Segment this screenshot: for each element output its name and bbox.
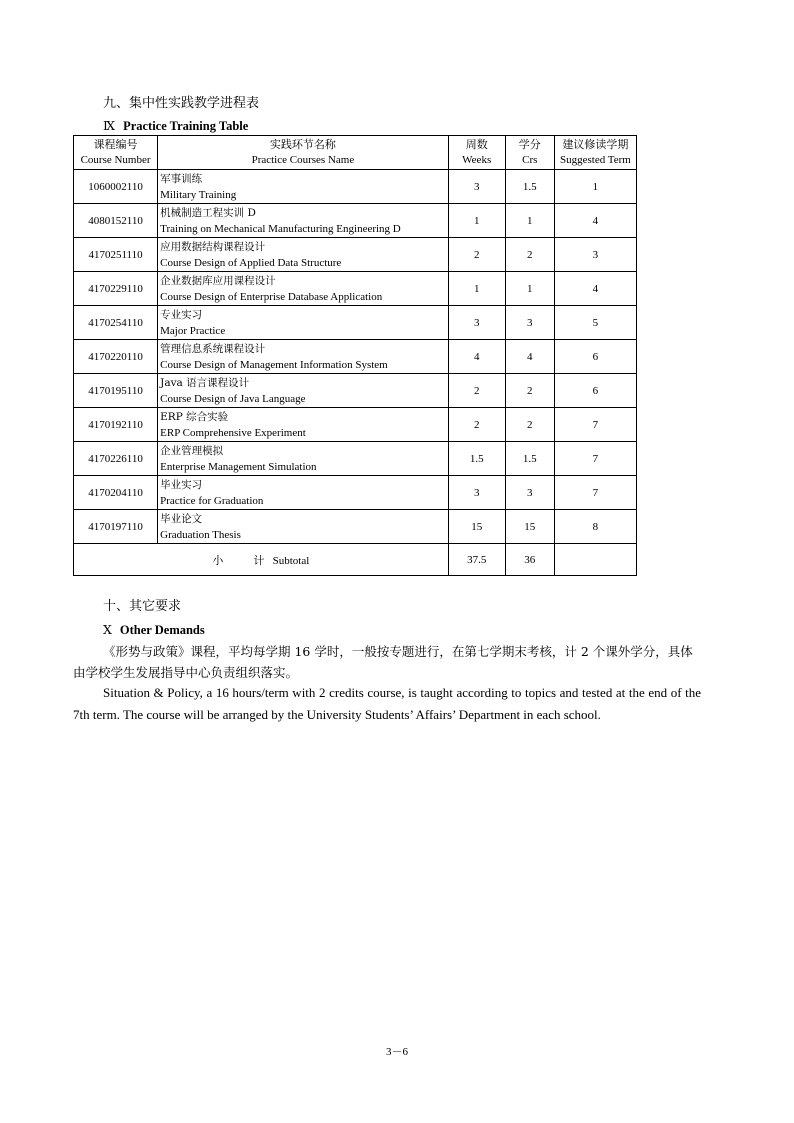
term-cell: 5 xyxy=(554,306,636,340)
table-row xyxy=(74,510,637,544)
weeks-cell: 1 xyxy=(448,272,505,306)
section-10-title-en-text: Other Demands xyxy=(119,623,205,637)
credits-cell: 2 xyxy=(505,238,554,272)
course-number-cell: 4080152110 xyxy=(74,204,158,238)
section-10-numeral: Ⅹ xyxy=(103,622,112,637)
section-10-title-en xyxy=(103,622,205,638)
header-course-number xyxy=(74,136,158,170)
course-number-cell: 4170192110 xyxy=(74,408,158,442)
header-course-name xyxy=(158,136,449,170)
course-name-en: Training on Mechanical Manufacturing Engineering D xyxy=(160,222,401,235)
section-9-title-en-text: Practice Training Table xyxy=(123,119,249,133)
header-suggested-term xyxy=(554,136,636,170)
course-name-cn: 毕业论文 xyxy=(160,512,203,525)
page-number: 3－6 xyxy=(386,1046,408,1058)
course-name-cn: 管理信息系统课程设计 xyxy=(160,342,266,355)
weeks-cell: 1 xyxy=(448,204,505,238)
subtotal-term-cell xyxy=(554,544,636,576)
weeks-cell: 2 xyxy=(448,374,505,408)
course-number-cell: 4170195110 xyxy=(74,374,158,408)
course-name-cn: 毕业实习 xyxy=(160,478,203,491)
course-name-cell xyxy=(158,442,449,476)
weeks-cell: 1.5 xyxy=(448,442,505,476)
header-en: Practice Courses Name xyxy=(251,153,355,166)
course-name-cn: Java 语言课程设计 xyxy=(160,376,250,389)
course-name-en: ERP Comprehensive Experiment xyxy=(160,426,306,439)
course-name-cell xyxy=(158,340,449,374)
course-name-cn: 军事训练 xyxy=(160,172,203,185)
term-cell: 6 xyxy=(554,340,636,374)
section-9-title-en xyxy=(103,118,248,134)
course-name-cell xyxy=(158,204,449,238)
weeks-cell: 3 xyxy=(448,306,505,340)
course-name-cn: 企业管理模拟 xyxy=(160,444,224,457)
course-name-en: Course Design of Java Language xyxy=(160,392,306,405)
table-row xyxy=(74,374,637,408)
subtotal-row xyxy=(74,544,637,576)
term-cell: 8 xyxy=(554,510,636,544)
course-name-cell xyxy=(158,510,449,544)
header-cn: 实践环节名称 xyxy=(269,138,336,151)
course-number-cell: 4170226110 xyxy=(74,442,158,476)
practice-training-table xyxy=(73,135,637,576)
table-row xyxy=(74,238,637,272)
table-row xyxy=(74,408,637,442)
course-number-cell: 4170197110 xyxy=(74,510,158,544)
header-weeks xyxy=(448,136,505,170)
course-name-cn: ERP 综合实验 xyxy=(160,410,229,423)
credits-cell: 2 xyxy=(505,408,554,442)
course-number-cell: 4170229110 xyxy=(74,272,158,306)
subtotal-label-cn-1: 小 xyxy=(212,554,224,567)
subtotal-weeks-cell: 37.5 xyxy=(448,544,505,576)
subtotal-credits-cell: 36 xyxy=(505,544,554,576)
course-number-cell: 4170254110 xyxy=(74,306,158,340)
credits-cell: 2 xyxy=(505,374,554,408)
course-name-en: Major Practice xyxy=(160,324,226,337)
course-name-en: Practice for Graduation xyxy=(160,494,264,507)
header-en: Weeks xyxy=(462,153,492,166)
weeks-cell: 2 xyxy=(448,238,505,272)
subtotal-label-cell xyxy=(74,544,449,576)
course-name-en: Graduation Thesis xyxy=(160,528,241,541)
header-en: Course Number xyxy=(80,153,151,166)
credits-cell: 1.5 xyxy=(505,170,554,204)
other-demands-paragraph-cn: 《形势与政策》课程，平均每学期 16 学时，一般按专题进行，在第七学期末考核，计 2 个课外学分，具体由学校学生发展指导中心负责组织落实。 xyxy=(73,644,693,680)
credits-cell: 3 xyxy=(505,306,554,340)
credits-cell: 15 xyxy=(505,510,554,544)
course-number-cell: 4170204110 xyxy=(74,476,158,510)
course-name-en: Course Design of Management Information System xyxy=(160,358,388,371)
course-number-cell: 4170220110 xyxy=(74,340,158,374)
credits-cell: 4 xyxy=(505,340,554,374)
header-en: Suggested Term xyxy=(560,153,631,166)
header-cn: 学分 xyxy=(518,138,541,151)
header-cn: 课程编号 xyxy=(93,138,138,151)
credits-cell: 1 xyxy=(505,204,554,238)
credits-cell: 1.5 xyxy=(505,442,554,476)
course-name-cn: 机械制造工程实训 D xyxy=(160,206,256,219)
header-credits xyxy=(505,136,554,170)
table-header-row xyxy=(74,136,637,170)
course-name-cell xyxy=(158,170,449,204)
course-number-cell: 1060002110 xyxy=(74,170,158,204)
table-row xyxy=(74,170,637,204)
course-name-cn: 应用数据结构课程设计 xyxy=(160,240,266,253)
other-demands-paragraph-en: Situation & Policy, a 16 hours/term with 2 credits course, is taught according to topics and tested at the end of the 7th term. The course will be arranged by the University Students’ Affairs’ Department in each school. xyxy=(73,685,701,722)
term-cell: 4 xyxy=(554,204,636,238)
term-cell: 3 xyxy=(554,238,636,272)
weeks-cell: 15 xyxy=(448,510,505,544)
course-name-cell xyxy=(158,306,449,340)
course-name-en: Course Design of Applied Data Structure xyxy=(160,256,342,269)
weeks-cell: 3 xyxy=(448,170,505,204)
course-name-cell xyxy=(158,272,449,306)
header-cn: 周数 xyxy=(465,138,488,151)
term-cell: 7 xyxy=(554,476,636,510)
credits-cell: 1 xyxy=(505,272,554,306)
subtotal-label-en: Subtotal xyxy=(272,554,310,567)
weeks-cell: 4 xyxy=(448,340,505,374)
course-name-cn: 专业实习 xyxy=(160,308,203,321)
header-cn: 建议修读学期 xyxy=(562,138,629,151)
course-name-cn: 企业数据库应用课程设计 xyxy=(160,274,276,287)
section-9-numeral: Ⅸ xyxy=(103,118,116,133)
table-row xyxy=(74,204,637,238)
table-row xyxy=(74,340,637,374)
section-10-title-cn: 十、其它要求 xyxy=(103,599,182,614)
weeks-cell: 2 xyxy=(448,408,505,442)
course-name-en: Enterprise Management Simulation xyxy=(160,460,317,473)
term-cell: 7 xyxy=(554,408,636,442)
table-row xyxy=(74,306,637,340)
term-cell: 6 xyxy=(554,374,636,408)
subtotal-label-cn-2: 计 xyxy=(253,554,265,567)
table-row xyxy=(74,272,637,306)
course-name-en: Course Design of Enterprise Database Application xyxy=(160,290,383,303)
course-name-cell xyxy=(158,238,449,272)
weeks-cell: 3 xyxy=(448,476,505,510)
term-cell: 4 xyxy=(554,272,636,306)
course-name-en: Military Training xyxy=(160,188,237,201)
table-row xyxy=(74,442,637,476)
header-en: Crs xyxy=(522,153,538,166)
credits-cell: 3 xyxy=(505,476,554,510)
course-name-cell xyxy=(158,408,449,442)
term-cell: 1 xyxy=(554,170,636,204)
term-cell: 7 xyxy=(554,442,636,476)
course-name-cell xyxy=(158,476,449,510)
course-name-cell xyxy=(158,374,449,408)
course-number-cell: 4170251110 xyxy=(74,238,158,272)
section-9-title-cn: 九、集中性实践教学进程表 xyxy=(103,96,260,111)
table-row xyxy=(74,476,637,510)
